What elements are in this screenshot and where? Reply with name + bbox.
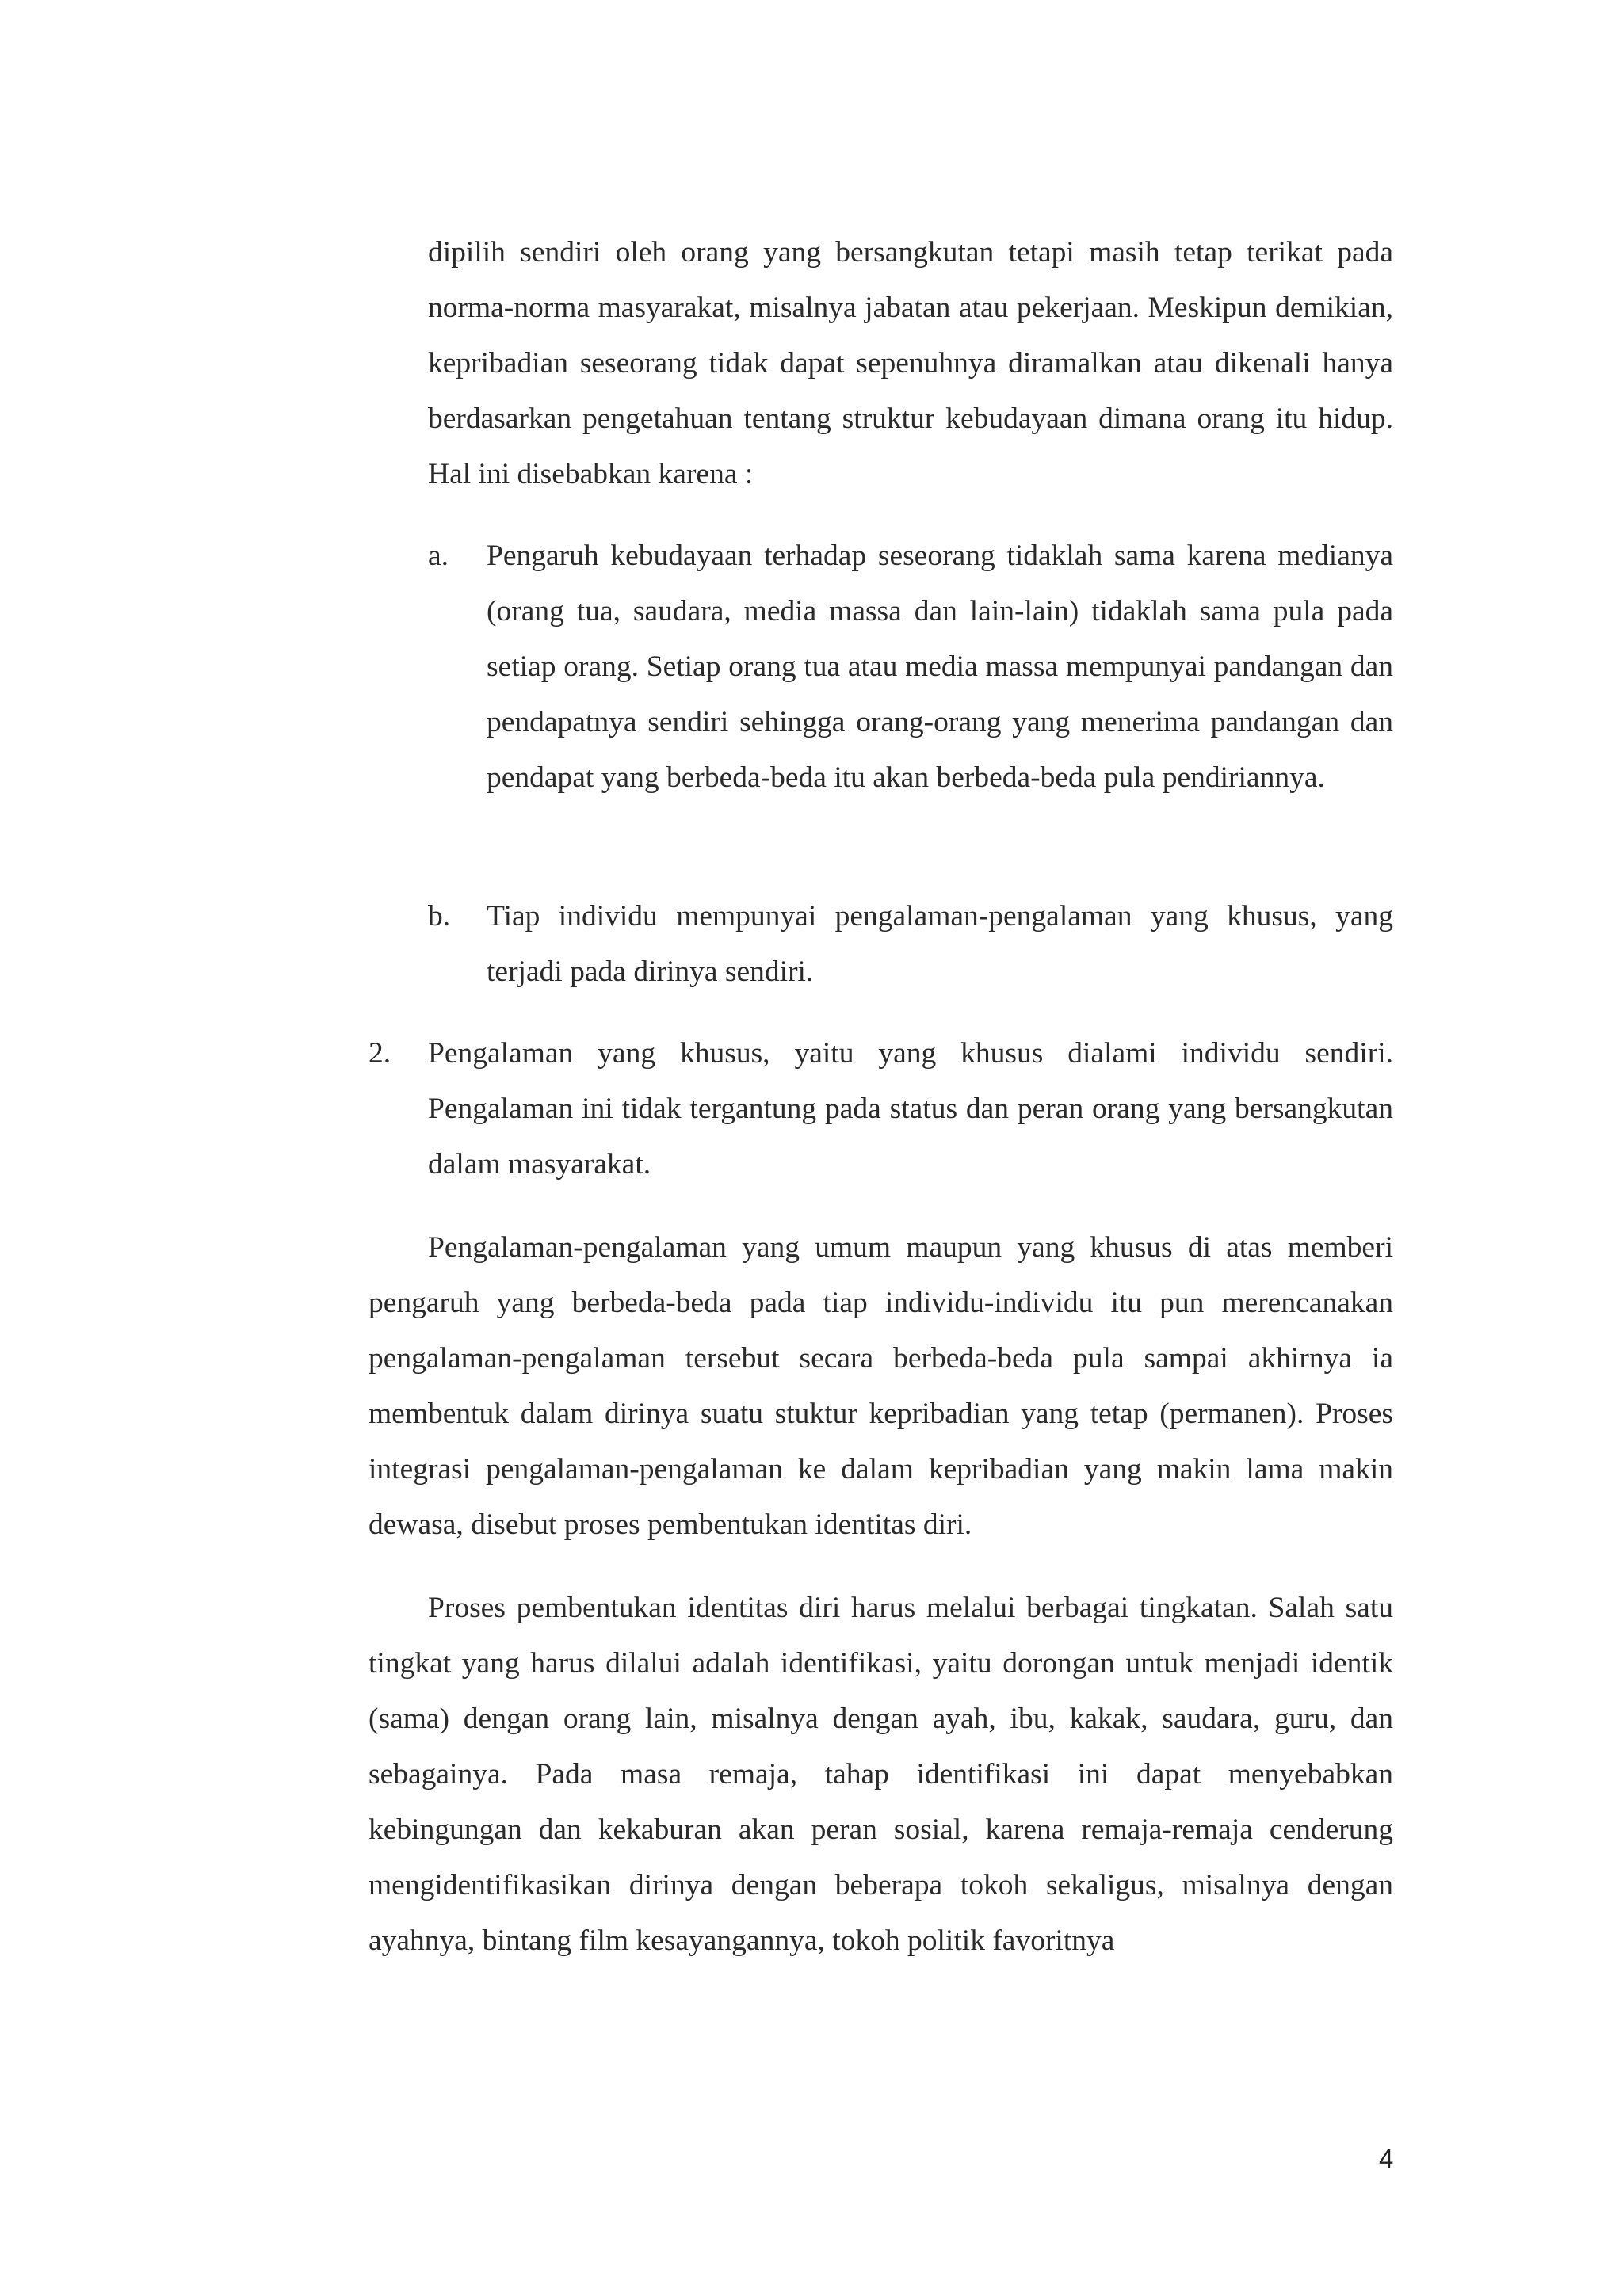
intro-continuation-block [428, 225, 1393, 502]
sub-item-b [428, 889, 1393, 1000]
sub-item-marker: a. [428, 540, 449, 572]
paragraph-block [369, 1220, 1393, 1553]
numbered-item-text: Pengalaman yang khusus, yaitu yang khusus dialami individu sendiri. Pengalaman ini tidak tergantung pada status dan peran orang yang bersangkutan dalam masyarakat. [428, 1037, 1393, 1180]
sub-item-marker: b. [428, 900, 451, 933]
sub-item-text: Pengaruh kebudayaan terhadap seseorang tidaklah sama karena medianya (orang tua, saudara, media massa dan lain-lain) tidaklah sama pula pada setiap orang. Setiap orang tua atau media massa mempunyai pandangan dan pendapatnya sendiri sehingga orang-orang yang menerima pandangan dan pendapat yang berbeda-beda itu akan berbeda-beda pula pendiriannya. [487, 540, 1393, 794]
body-paragraph: Pengalaman-pengalaman yang umum maupun yang khusus di atas memberi pengaruh yang berbeda-beda pada tiap individu-individu itu pun merencanakan pengalaman-pengalaman tersebut secara berbeda-beda pula sampai akhirnya ia membentuk dalam dirinya suatu stuktur kepribadian yang tetap (permanen). Proses integrasi pengalaman-pengalaman ke dalam kepribadian yang makin lama makin dewasa, disebut proses pembentukan identitas diri. [369, 1231, 1393, 1541]
body-paragraph: Proses pembentukan identitas diri harus melalui berbagai tingkatan. Salah satu tingkat yang harus dilalui adalah identifikasi, yaitu dorongan untuk menjadi identik (sama) dengan orang lain, misalnya dengan ayah, ibu, kakak, saudara, guru, dan sebagainya. Pada masa remaja, tahap identifikasi ini dapat menyebabkan kebingungan dan kekaburan akan peran sosial, karena remaja-remaja cenderung mengidentifikasikan dirinya dengan beberapa tokoh sekaligus, misalnya dengan ayahnya, bintang film kesayangannya, tokoh politik favoritnya [369, 1592, 1393, 1957]
paragraph-block [369, 1581, 1393, 1969]
sub-item-text: Tiap individu mempunyai pengalaman-pengalaman yang khusus, yang terjadi pada dirinya sendiri. [487, 900, 1393, 988]
numbered-item-2 [369, 1026, 1393, 1192]
intro-continuation-text: dipilih sendiri oleh orang yang bersangkutan tetapi masih tetap terikat pada norma-norma masyarakat, misalnya jabatan atau pekerjaan. Meskipun demikian, kepribadian seseorang tidak dapat sepenuhnya diramalkan atau dikenali hanya berdasarkan pengetahuan tentang struktur kebudayaan dimana orang itu hidup. Hal ini disebabkan karena : [428, 236, 1393, 490]
sub-item-a [428, 528, 1393, 806]
page-number: 4 [1379, 2144, 1394, 2173]
numbered-item-marker: 2. [369, 1037, 391, 1070]
